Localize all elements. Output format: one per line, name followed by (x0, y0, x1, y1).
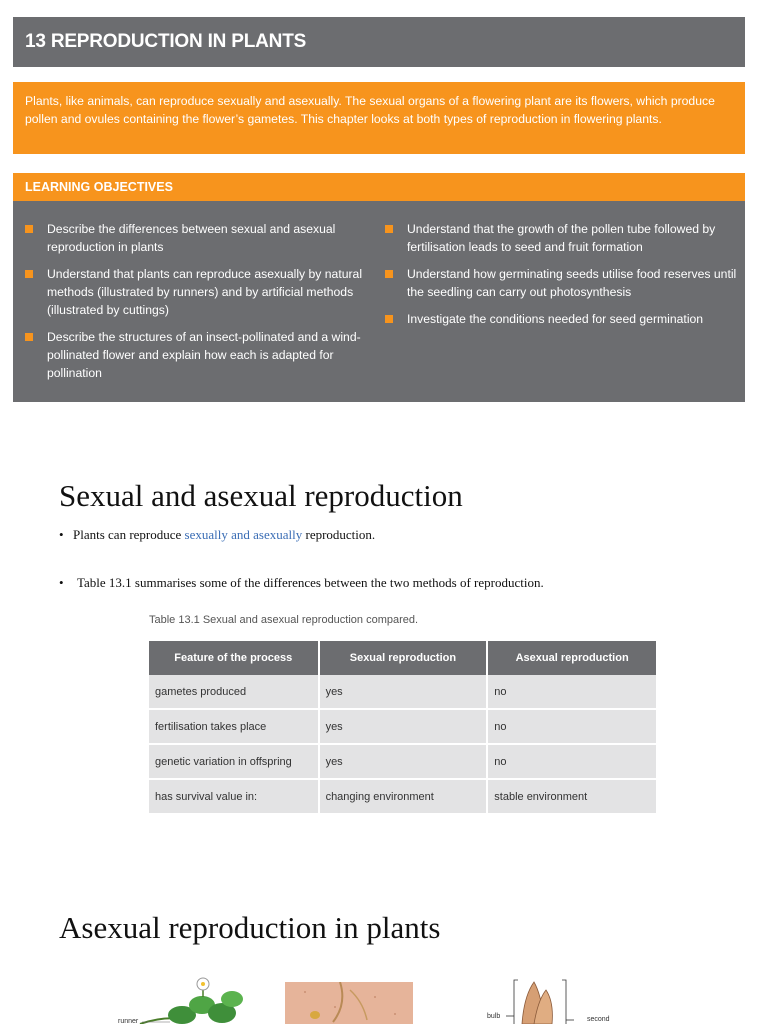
objective-item: Understand how germinating seeds utilise food reserves until the seedling can carry out photosynthesis (385, 265, 737, 301)
runner-label: runner (118, 1018, 139, 1024)
section-heading-sexual-asexual: Sexual and asexual reproduction (59, 478, 463, 513)
table-row (149, 745, 656, 780)
intro-text: Plants, like animals, can reproduce sexually and asexually. The sexual organs of a flowering plant are its flowers, which produce pollen and ovules containing the flower’s gametes. This chapter looks at both types of reproduction in flowering plants. (25, 94, 715, 126)
square-bullet-icon (25, 333, 33, 341)
table-caption: Table 13.1 Sexual and asexual reproduction compared. (149, 614, 419, 626)
table-cell: yes (320, 710, 487, 745)
table-cell: changing environment (320, 780, 487, 815)
objectives-panel (13, 201, 745, 402)
chapter-title: 13 REPRODUCTION IN PLANTS (13, 17, 745, 67)
table-cell: no (488, 745, 656, 780)
section-heading-asexual-plants: Asexual reproduction in plants (59, 910, 441, 945)
comparison-table (147, 641, 658, 815)
table-cell: yes (320, 675, 487, 710)
table-cell: gametes produced (149, 675, 318, 710)
table-row (149, 780, 656, 815)
runner-plant-illustration (110, 975, 260, 1024)
table-cell: no (488, 675, 656, 710)
table-cell: yes (320, 745, 487, 780)
bullet-plants-reproduce: • Plants can reproduce sexually and asexually reproduction. (59, 527, 376, 542)
bulb-label: bulb (487, 1013, 501, 1020)
objectives-left-column (25, 220, 370, 391)
column-header: Sexual reproduction (320, 641, 487, 675)
table-row (149, 710, 656, 745)
table-header-row (149, 641, 656, 675)
square-bullet-icon (25, 225, 33, 233)
table-cell: no (488, 710, 656, 745)
table-cell: fertilisation takes place (149, 710, 318, 745)
table-cell: genetic variation in offspring (149, 745, 318, 780)
objectives-right-column (385, 220, 737, 337)
table-cell: has survival value in: (149, 780, 318, 815)
bullet-dot-icon: • (59, 527, 64, 542)
objective-item: Understand that the growth of the pollen tube followed by fertilisation leads to seed and fruit formation (385, 220, 737, 256)
square-bullet-icon (385, 315, 393, 323)
objective-item: Describe the structures of an insect-pollinated and a wind-pollinated flower and explain how each is adapted for pollination (25, 328, 370, 382)
objective-item: Describe the differences between sexual and asexual reproduction in plants (25, 220, 370, 256)
bullet-table-summary: • Table 13.1 summarises some of the differences between the two methods of reproduction. (59, 575, 544, 590)
cutting-figure (285, 982, 413, 1024)
column-header: Feature of the process (149, 641, 318, 675)
square-bullet-icon (385, 225, 393, 233)
square-bullet-icon (385, 270, 393, 278)
bulb-figure (480, 976, 620, 1024)
intro-panel (13, 82, 745, 154)
table-cell: stable environment (488, 780, 656, 815)
runner-figure (110, 975, 260, 1024)
square-bullet-icon (25, 270, 33, 278)
second-label: second (587, 1016, 610, 1023)
bullet-dot-icon: • (59, 575, 64, 590)
column-header: Asexual reproduction (488, 641, 656, 675)
objectives-heading: LEARNING OBJECTIVES (13, 173, 745, 201)
soil-cutting-illustration (285, 982, 413, 1024)
sexual-asexual-link[interactable]: sexually and asexually (184, 527, 303, 542)
table-row (149, 675, 656, 710)
objective-item: Understand that plants can reproduce asexually by natural methods (illustrated by runners) and by artificial methods (illustrated by cuttings) (25, 265, 370, 319)
objective-item: Investigate the conditions needed for seed germination (385, 310, 737, 328)
